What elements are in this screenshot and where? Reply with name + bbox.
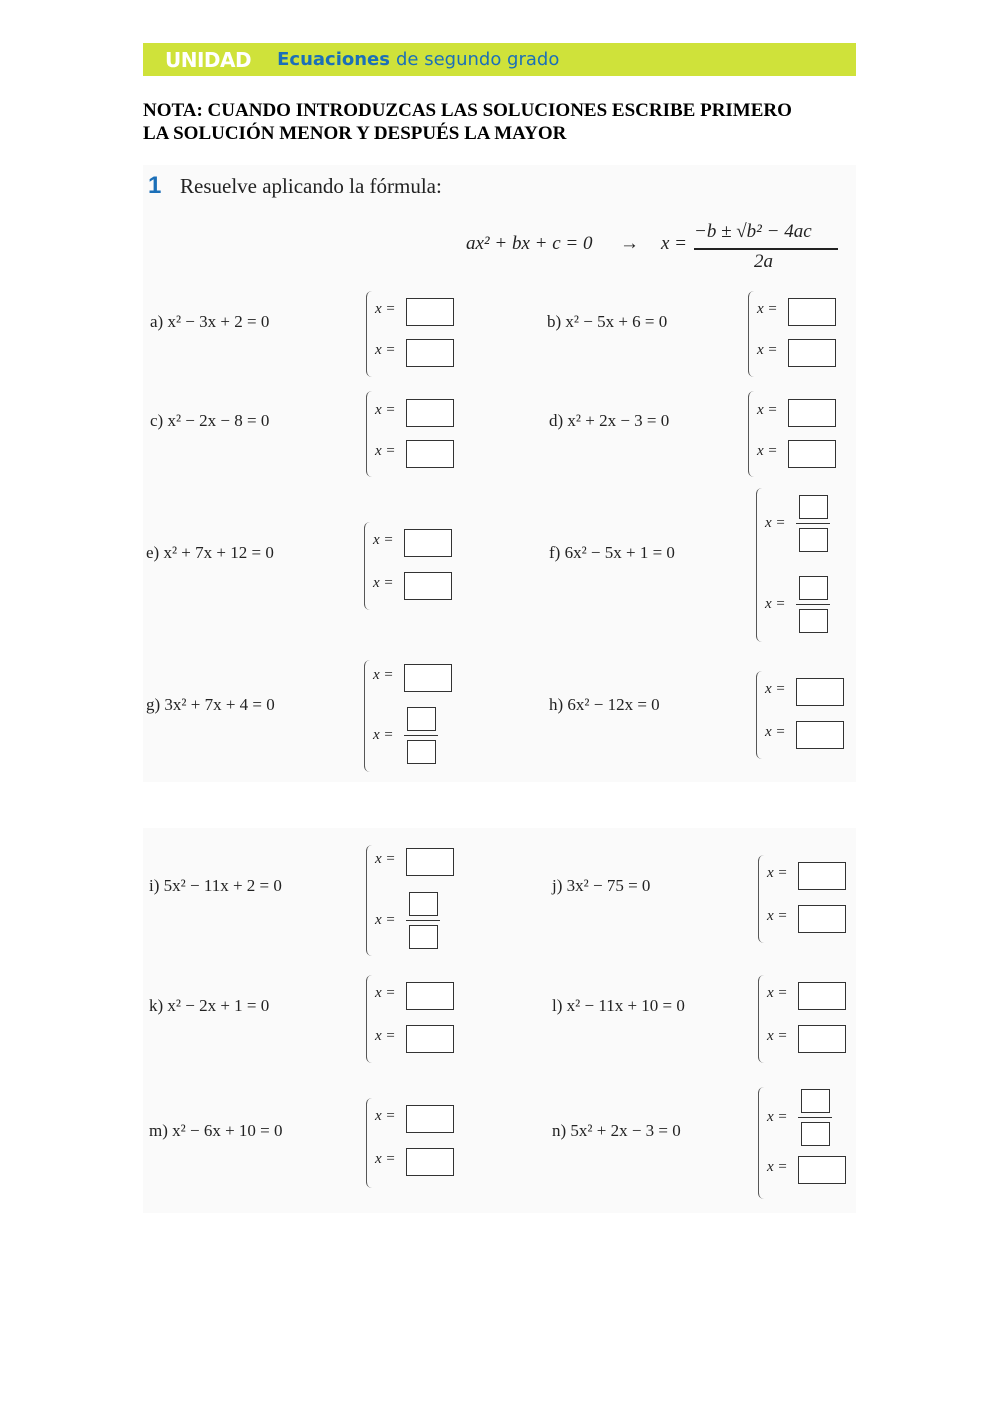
fraction-bar [404,735,438,736]
solution-brace [366,845,373,956]
solution-brace [366,291,373,377]
x-label: x = [765,681,786,697]
answer-box[interactable] [406,339,454,367]
numerator-box[interactable] [799,495,828,519]
answer-box[interactable] [406,1105,454,1133]
answer-box[interactable] [406,1025,454,1053]
x-label: x = [757,443,778,459]
numerator-box[interactable] [409,892,438,916]
x-label: x = [375,1028,396,1044]
solution-brace [748,391,755,477]
fraction-bar [798,1117,832,1118]
numerator-box[interactable] [799,576,828,600]
solution-brace [758,855,765,943]
exercise-instruction: Resuelve aplicando la fórmula: [180,174,442,198]
fraction-bar [406,920,440,921]
fraction-bar [796,604,830,605]
answer-box[interactable] [406,982,454,1010]
solution-brace [366,975,373,1063]
equation-13: n) 5x² + 2x − 3 = 0 [552,1121,681,1140]
answer-box[interactable] [406,298,454,326]
denominator-box[interactable] [799,609,828,633]
formula-arrow: → [620,233,639,254]
x-label: x = [767,908,788,924]
formula-lhs: ax² + bx + c = 0 [466,233,593,254]
unit-title-a: Ecuaciones [277,49,390,70]
x-label: x = [375,1108,396,1124]
solution-brace [756,671,763,759]
denominator-box[interactable] [407,740,436,764]
answer-box[interactable] [404,664,452,692]
answer-box[interactable] [798,1025,846,1053]
answer-box[interactable] [796,721,844,749]
answer-box[interactable] [798,1156,846,1184]
x-label: x = [373,667,394,683]
fraction-bar [796,523,830,524]
equation-11: l) x² − 11x + 10 = 0 [552,996,685,1015]
solution-brace [758,1087,765,1199]
x-label: x = [375,402,396,418]
x-label: x = [767,865,788,881]
equation-6: g) 3x² + 7x + 4 = 0 [146,695,275,714]
solution-brace [364,660,371,772]
x-label: x = [757,402,778,418]
x-label: x = [767,1159,788,1175]
x-label: x = [767,1109,788,1125]
equation-5: f) 6x² − 5x + 1 = 0 [549,543,675,562]
x-label: x = [375,342,396,358]
answer-box[interactable] [406,1148,454,1176]
answer-box[interactable] [796,678,844,706]
solution-brace [364,522,371,610]
x-label: x = [767,985,788,1001]
equation-8: i) 5x² − 11x + 2 = 0 [149,876,282,895]
formula-x-equals: x = [661,233,688,254]
exercise-number: 1 [148,172,162,199]
x-label: x = [765,515,786,531]
equation-1: b) x² − 5x + 6 = 0 [547,312,668,331]
equation-9: j) 3x² − 75 = 0 [552,876,651,895]
solution-brace [366,1098,373,1188]
x-label: x = [375,443,396,459]
answer-box[interactable] [406,440,454,468]
answer-box[interactable] [406,848,454,876]
x-label: x = [757,301,778,317]
equation-3: d) x² + 2x − 3 = 0 [549,411,670,430]
equation-2: c) x² − 2x − 8 = 0 [150,411,270,430]
denominator-box[interactable] [801,1122,830,1146]
answer-box[interactable] [788,440,836,468]
answer-box[interactable] [404,529,452,557]
equation-0: a) x² − 3x + 2 = 0 [150,312,270,331]
note-line-2: LA SOLUCIÓN MENOR Y DESPUÉS LA MAYOR [143,123,567,144]
answer-box[interactable] [798,982,846,1010]
x-label: x = [765,724,786,740]
denominator-box[interactable] [409,925,438,949]
numerator-box[interactable] [801,1089,830,1113]
solution-brace [758,975,765,1063]
unit-banner [143,43,856,76]
solution-brace [748,291,755,377]
unit-title-b: de segundo grado [395,49,560,70]
answer-box[interactable] [788,399,836,427]
formula-denominator: 2a [754,251,773,272]
answer-box[interactable] [406,399,454,427]
formula-fraction-bar [694,248,838,250]
x-label: x = [757,342,778,358]
x-label: x = [375,301,396,317]
solution-brace [366,391,373,477]
x-label: x = [375,985,396,1001]
x-label: x = [375,1151,396,1167]
x-label: x = [375,912,396,928]
note-line-1: NOTA: CUANDO INTRODUZCAS LAS SOLUCIONES ESCRIBE PRIMERO [143,100,792,121]
equation-10: k) x² − 2x + 1 = 0 [149,996,270,1015]
equation-7: h) 6x² − 12x = 0 [549,695,660,714]
x-label: x = [767,1028,788,1044]
instructions-note [143,99,863,145]
x-label: x = [373,727,394,743]
unit-label: UNIDAD [165,47,252,72]
answer-box[interactable] [404,572,452,600]
x-label: x = [375,851,396,867]
solution-brace [756,488,763,642]
answer-box[interactable] [788,298,836,326]
x-label: x = [373,532,394,548]
formula-numerator: −b ± √b² − 4ac [694,221,812,242]
equation-4: e) x² + 7x + 12 = 0 [146,543,274,562]
equation-12: m) x² − 6x + 10 = 0 [149,1121,283,1140]
quadratic-formula [466,218,846,274]
answer-box[interactable] [798,905,846,933]
x-label: x = [765,596,786,612]
answer-box[interactable] [798,862,846,890]
denominator-box[interactable] [799,528,828,552]
numerator-box[interactable] [407,707,436,731]
x-label: x = [373,575,394,591]
answer-box[interactable] [788,339,836,367]
